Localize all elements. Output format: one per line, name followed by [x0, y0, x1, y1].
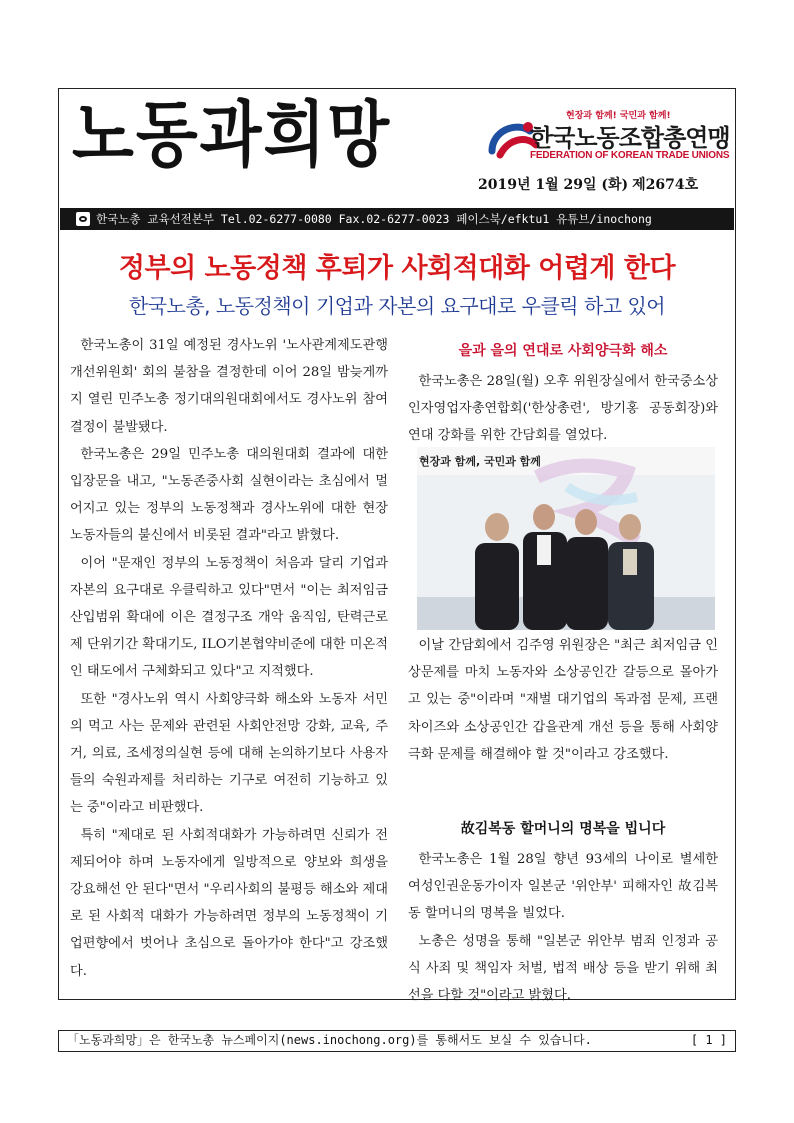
contact-info-bar [60, 208, 734, 230]
sub-headline: 한국노총, 노동정책이 기업과 자본의 요구대로 우클릭 하고 있어 [128, 294, 666, 318]
side-article-2-title: 故김복동 할머니의 명복을 빕니다 [460, 821, 666, 837]
photo-banner-text: 현장과 함께, 국민과 함께 [419, 455, 541, 468]
article-paragraph: 한국노총은 28일(월) 오후 위원장실에서 한국중소상인자영업자총연합회('한상총련', 방기홍 공동회장)와 연대 강화를 위한 간담회를 열었다. [408, 374, 718, 444]
issue-dateline [478, 174, 702, 194]
article-paragraph: 한국노총은 1월 28일 향년 93세의 나이로 별세한 여성인권운동가이자 일본군 '위안부' 피해자인 故김복동 할머니의 명복을 빌었다. [408, 852, 718, 922]
side-article-1-title: 을과 을의 연대로 사회양극화 해소 [458, 343, 668, 359]
meeting-photo [417, 447, 715, 630]
side-article-2-body [408, 846, 718, 1009]
issue-number: 제2674호 [632, 177, 699, 193]
issue-date: 2019년 1월 29일 (화) [478, 177, 629, 193]
side-article-1-body [408, 632, 718, 768]
federation-name: 한국노동조합총연맹 [530, 125, 730, 152]
page-number: [ 1 ] [690, 1033, 727, 1047]
masthead [72, 93, 417, 195]
article-paragraph: 이어 "문재인 정부의 노동정책이 처음과 달리 기업과 자본의 요구대로 우클릭하고 있다"면서 "이는 최저임금 산입범위 확대에 이은 결정구조 개악 움직임, 탄력근로제 단위기간 확대기도, ILO기본협약비준에 대한 미온적인 태도에서 구체화되고 있다"고 지적했다. [70, 555, 388, 680]
main-headline: 정부의 노동정책 후퇴가 사회적대화 어렵게 한다 [118, 253, 676, 284]
article-paragraph: 노총은 성명을 통해 "일본군 위안부 범죄 인정과 공식 사죄 및 책임자 처벌, 법적 배상 등을 받기 위해 최선을 다할 것"이라고 밝혔다. [408, 933, 718, 1004]
federation-english-name: FEDERATION OF KOREAN TRADE UNIONS [530, 150, 730, 161]
article-paragraph: 한국노총은 29일 민주노총 대의원대회 결과에 대한 입장문을 내고, "노동존중사회 실현이라는 초심에서 멀어지고 있는 정부의 노동정책과 경사노위에 대한 현장노동자들의 불신에서 비롯된 결과"라고 밝혔다. [70, 446, 388, 544]
article-paragraph: 한국노총이 31일 예정된 경사노위 '노사관계제도관행 개선위원회' 회의 불참을 결정한데 이어 28일 밤늦게까지 열린 민주노총 정기대의원대회에서도 경사노위 참여결정이 불발됐다. [70, 338, 388, 435]
masthead-title: 노동과희망 [72, 93, 392, 178]
article-paragraph: 이날 간담회에서 김주영 위원장은 "최근 최저임금 인상문제를 마치 노동자와 소상공인간 갈등으로 몰아가고 있는 중"이라며 "재벌 대기업의 독과점 문제, 프랜차이즈와 소상공인간 갑을관계 개선 등을 통해 사회양극화 문제를 해결해야 할 것"이라고 강조했다. [408, 638, 718, 762]
article-paragraph: 특히 "제대로 된 사회적대화가 가능하려면 신뢰가 전제되어야 하며 노동자에게 일방적으로 양보와 희생을 강요해선 안 된다"면서 "우리사회의 불평등 해소와 제대로 된 사회적 대화가 가능하려면 정부의 노동정책이 기업편향에서 벗어나 초심으로 돌아가야 한다"고 강조했다. [70, 827, 388, 979]
side-article-1-intro [408, 368, 718, 450]
main-article [70, 332, 388, 985]
page-footer [58, 1030, 736, 1052]
federation-slogan: 현장과 함께! 국민과 함께! [566, 111, 671, 121]
article-paragraph: 또한 "경사노위 역시 사회양극화 해소와 노동자 서민의 먹고 사는 문제와 관련된 사회안전망 강화, 교육, 주거, 의료, 조세정의실현 등에 대해 논의하기보다 사용자들의 숙원과제를 처리하는 기구로 여전히 기능하고 있는 중"이라고 비판했다. [70, 691, 388, 816]
fktu-mini-logo-icon [76, 212, 90, 226]
footer-text: 「노동과희망」은 한국노총 뉴스페이지(news.inochong.org)를 통해서도 보실 수 있습니다. [67, 1033, 592, 1047]
contact-info-text: 한국노총 교육선전본부 Tel.02-6277-0080 Fax.02-6277-0023 페이스북/efktu1 유튜브/inochong [96, 212, 652, 226]
